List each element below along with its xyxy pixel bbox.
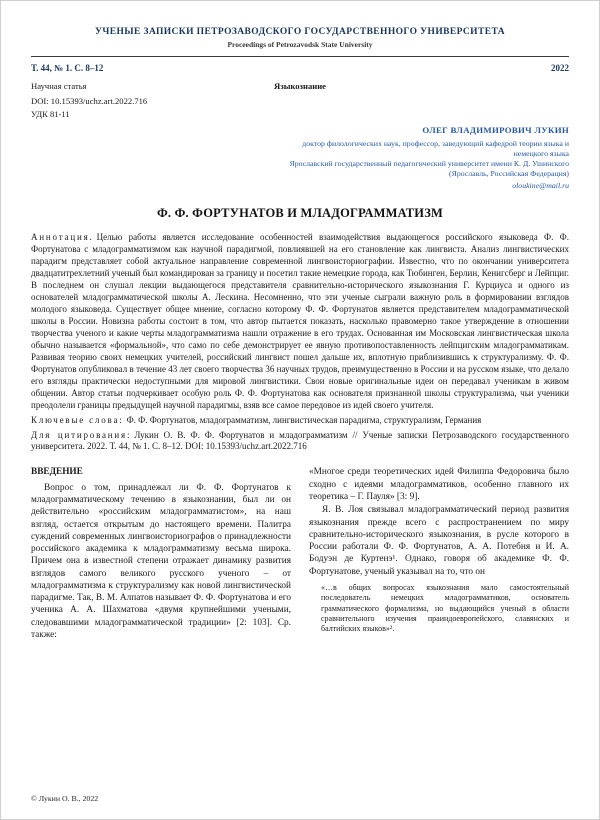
issue-year: 2022 — [551, 63, 569, 73]
header-divider — [31, 56, 569, 57]
udc: УДК 81-11 — [31, 109, 70, 119]
volume-pages: Т. 44, № 1. С. 8–12 — [31, 63, 104, 73]
abstract — [31, 232, 569, 412]
article-title: Ф. Ф. ФОРТУНАТОВ И МЛАДОГРАММАТИЗМ — [157, 206, 443, 221]
keywords — [31, 415, 569, 427]
left-column — [31, 466, 291, 641]
citation-text: Лукин О. В. Ф. Ф. Фортунатов и младограмматизм // Ученые записки Петрозаводского государственного университета. 2022. Т. 44, № 1. С. 8–12. DOI: 10.15393/uchz.art.2022.716 — [31, 429, 569, 452]
inline-quote-paragraph: «Многое среди теоретических идей Филиппа Федоровича было сходно с идеями младограмматиков, особенно главного их теоретика – Г. Пауля» [3: 9]. — [309, 467, 569, 502]
keywords-text: Ф. Ф. Фортунатов, младограмматизм, лингвистическая парадигма, структурализм, Германия — [126, 414, 482, 425]
introduction-heading: ВВЕДЕНИЕ — [31, 467, 83, 478]
block-quote: «…в общих вопросах языкознания мало самостоятельный последователь немецких младограмматиков, основатель грамматического формализма, но выдающийся ученый в области сравнительного изучения праиндоевропейского, славянских и балтийских языков»². — [321, 582, 569, 634]
article-type-row — [31, 81, 569, 92]
article-type: Научная статья — [31, 81, 87, 91]
author-email[interactable]: oloukine@mail.ru — [512, 180, 569, 190]
doi: DOI: 10.15393/uchz.art.2022.716 — [31, 95, 148, 106]
article-body — [31, 466, 569, 641]
author-affiliation: Ярославский государственный педагогический университет имени К. Д. Ушинского (Ярославль, Российская Федерация) — [289, 159, 569, 179]
abstract-text: Целью работы является исследование особенностей взаимодействия выдающегося российского языковеда Ф. Ф. Фортунатова с младограмматизмом как научной парадигмой, повлиявшей на его становление как лингвиста. Анализ лингвистических парадигм представляет собой актуальное направление современной лингвоисториографии. Известно, что по окончании университета двадцатитрехлетний ученый был командирован за границу и посетил такие немецкие города, как Тюбинген, Берлин, Кенигсберг и Лейпциг. В последнем он слушал лекции выдающегося представителя сравнительно-исторического языкознания Г. Курциуса и одного из основателей младограмматической школы А. Лескина. Несомненно, что эти ученые сыграли важную роль в формировании взглядов молодого языковеда. Существует общее мнение, согласно которому Ф. Ф. Фортунатов является представителем младограмматической школы в России. Новизна работы состоит в том, что автор пытается показать, насколько правомерно такое утверждение в отношении творчества ученого и какие черты младограмматизма нашли отражение в его трудах. Основанная им Московская лингвистическая школа обычно называется «формальной», что само по себе демонстрирует ее явную противопоставленность лейпцигским младограмматикам. Развивая теорию своих немецких учителей, российский лингвист пошел дальше их, вплотную приблизившись к структурализму. Ф. Ф. Фортунатов опубликовал в течение 43 лет своего творчества 36 научных трудов, преимущественно в России и на русском языке, что делало его взгляды практически недоступными для мировой лингвистики. Свои новые оригинальные идеи он передавал ученикам в живом общении. Автор статьи подчеркивает особую роль Ф. Ф. Фортунатова как основателя признанной школы структурализма, чьи ученики преодолели границы предыдущей научной парадигмы, взяв все самое передовое из идей своего учителя. — [31, 232, 569, 410]
right-column — [309, 466, 569, 641]
keywords-label: Ключевые слова: — [31, 414, 124, 425]
introduction-paragraph: Вопрос о том, принадлежал ли Ф. Ф. Фортунатов к младограмматическому течению в языкознании, был ли он действительно «российским младограмматистом», на наш взгляд, остается открытым до настоящего времени. Палитра суждений современных лингвоисториографов о принадлежности российского академика к младограмматизму весьма широка. Причем она в известной степени отражает динамику развития взглядов самого великого русского ученого – от младограмматизма к структурализму как новой лингвистической парадигме. Так, В. М. Алпатов называет Ф. Ф. Фортунатова и его ученика А. А. Шахматова «двумя крупнейшими учеными, следовавшими младограмматической традиции» [2: 103]. Ср. также: — [31, 482, 291, 640]
author-name: ОЛЕГ ВЛАДИМИРОВИЧ ЛУКИН — [422, 125, 569, 135]
section-label: Языкознание — [274, 81, 326, 91]
author-degree: доктор филологических наук, профессор, заведующий кафедрой теории языка и немецкого языка — [302, 138, 569, 158]
author-block — [31, 125, 569, 191]
citation — [31, 430, 569, 454]
issue-meta-row — [31, 63, 569, 73]
copyright-notice: © Лукин О. В., 2022 — [31, 794, 99, 803]
journal-subtitle: Proceedings of Petrozavodsk State University — [227, 40, 373, 49]
body-paragraph: Я. В. Лоя связывал младограмматический период развития языкознания прежде всего с распространением по миру сравнительно-исторического языкознания, в русле которого в России работали Ф. Ф. Фортунатов, А. А. Потебня и И. А. Бодуэн де Куртенэ¹. Однако, говоря об академике Ф. Ф. Фортунатове, ученый указывал на то, что он — [309, 505, 569, 577]
citation-label: Для цитирования: — [31, 429, 132, 440]
abstract-label: Аннотация. — [31, 232, 94, 243]
journal-title: УЧЕНЫЕ ЗАПИСКИ ПЕТРОЗАВОДСКОГО ГОСУДАРСТВЕННОГО УНИВЕРСИТЕТА — [95, 27, 505, 37]
